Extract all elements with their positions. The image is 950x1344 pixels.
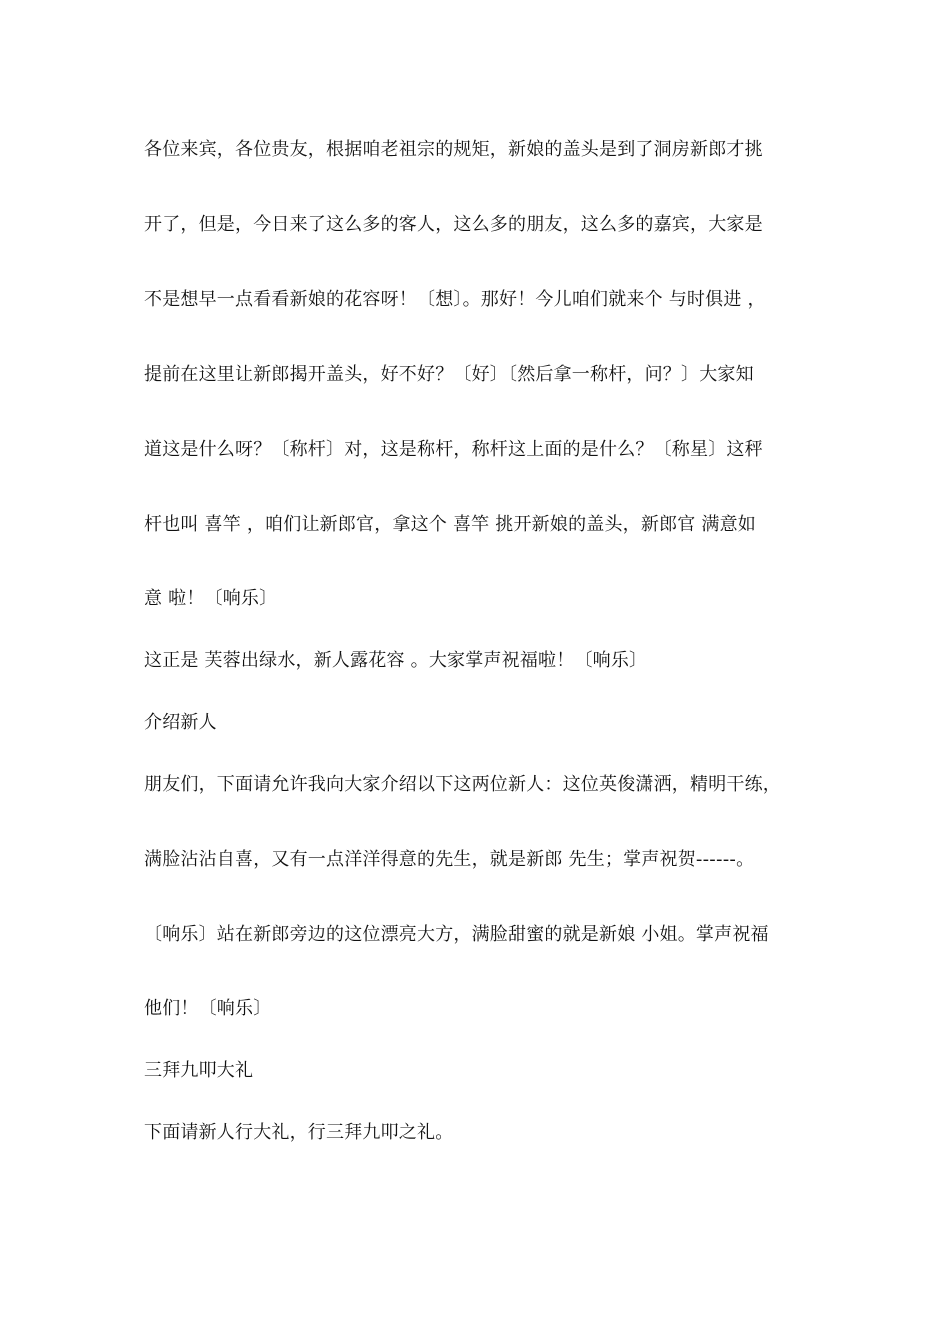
paragraph-line: 他们！〔响乐〕 (144, 998, 272, 1019)
paragraph-line: 各位来宾，各位贵友，根据咱老祖宗的规矩，新娘的盖头是到了洞房新郎才挑 (144, 139, 763, 160)
paragraph-line: 满脸沾沾自喜，又有一点洋洋得意的先生，就是新郎 先生；掌声祝贺------。 (144, 849, 755, 870)
paragraph-line: 杆也叫 喜竿 ，咱们让新郎官，拿这个 喜竿 挑开新娘的盖头，新郎官 满意如 (144, 514, 757, 535)
paragraph-line: 下面请新人行大礼，行三拜九叩之礼。 (144, 1122, 454, 1143)
paragraph-line: 朋友们，下面请允许我向大家介绍以下这两位新人：这位英俊潇洒，精明干练， (144, 774, 781, 795)
paragraph-line: 开了，但是，今日来了这么多的客人，这么多的朋友，这么多的嘉宾，大家是 (144, 214, 763, 235)
paragraph-line: 不是想早一点看看新娘的花容呀！〔想〕。那好！今儿咱们就来个 与时俱进 ， (144, 289, 766, 310)
paragraph-line: 〔响乐〕站在新郎旁边的这位漂亮大方，满脸甜蜜的就是新娘 小姐。掌声祝福 (144, 924, 769, 945)
paragraph-line: 意 啦！〔响乐〕 (144, 588, 278, 609)
paragraph-line: 这正是 芙蓉出绿水，新人露花容 。大家掌声祝福啦！〔响乐〕 (144, 650, 648, 671)
paragraph-line: 道这是什么呀？〔称杆〕对，这是称杆，称杆这上面的是什么？〔称星〕这秤 (144, 439, 763, 460)
section-heading: 介绍新人 (144, 712, 217, 733)
paragraph-line: 提前在这里让新郎揭开盖头，好不好？〔好〕〔然后拿一称杆，问？〕大家知 (144, 364, 754, 385)
section-heading: 三拜九叩大礼 (144, 1060, 254, 1081)
